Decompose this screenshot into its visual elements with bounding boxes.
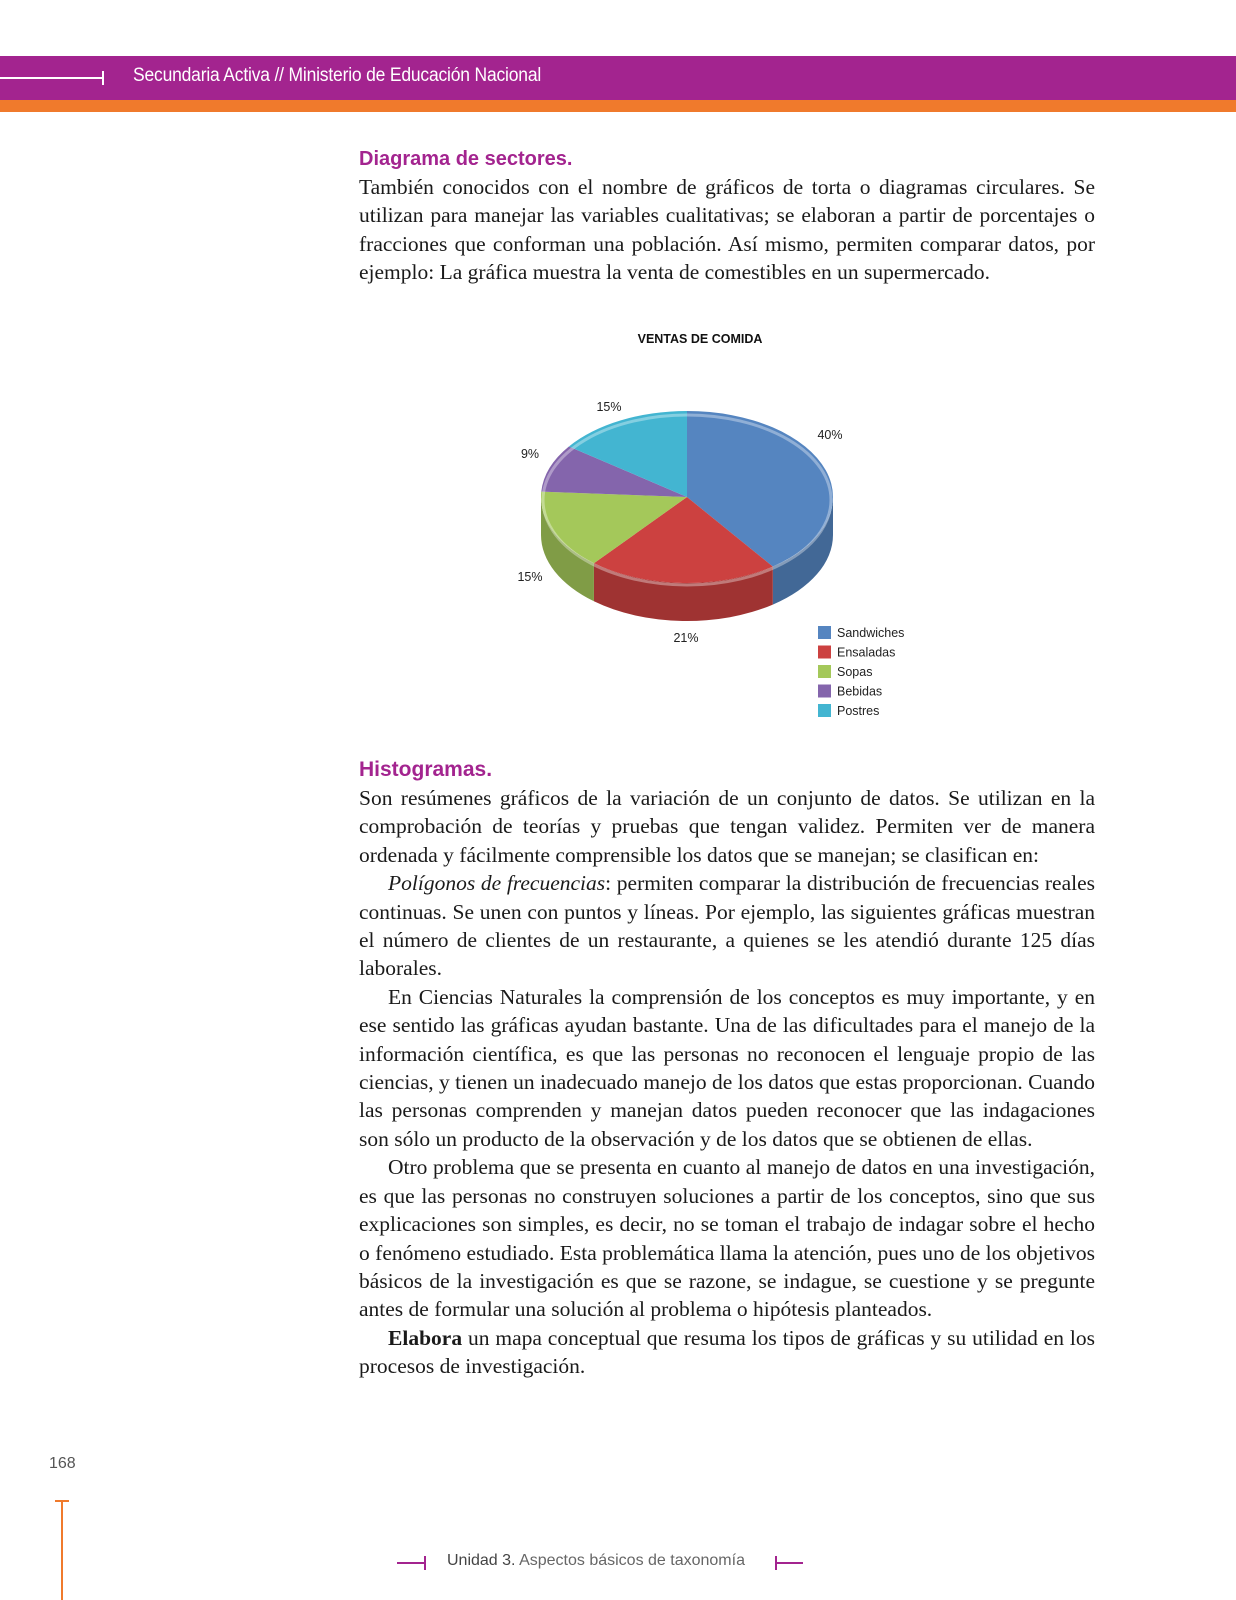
header-title: Secundaria Activa // Ministerio de Educación Nacional <box>133 65 542 86</box>
header-accent-stripe <box>0 100 1236 112</box>
paragraph-poligonos <box>359 869 1095 983</box>
paragraph-poligonos-text: : permiten comparar la distribución de frecuencias reales continuas. Se unen con puntos y líneas. Por ejemplo, las siguientes gráficas muestran el número de clientes de un restaurante, a quienes se les atendió durante 125 días laborales. <box>359 871 1095 981</box>
section-title-sectores: Diagrama de sectores. <box>359 148 573 170</box>
paragraph-histogramas-3: En Ciencias Naturales la comprensión de los conceptos es muy importante, y en ese sentido las gráficas ayudan bastante. Una de las dificultades para el manejo de la información científica, es que las personas no reconocen el lenguaje propio de las ciencias, y tienen un inadecuado manejo de los datos que estas proporcionan. Cuando las personas comprenden y manejan datos pueden reconocer que las indagaciones son sólo un producto de la observación y de los datos que se obtienen de ellas. <box>359 984 1095 1151</box>
header-decor-line <box>0 77 104 79</box>
legend-swatch-sandwiches <box>818 626 831 639</box>
paragraph-elabora-text: un mapa conceptual que resuma los tipos de gráficas y su utilidad en los procesos de investigación. <box>359 1325 1095 1379</box>
legend-label-sandwiches: Sandwiches <box>837 626 905 640</box>
legend-label-bebidas: Bebidas <box>837 684 883 699</box>
legend-label-postres: Postres <box>837 704 880 718</box>
data-label-ensaladas: 21% <box>673 631 699 645</box>
footer-bar-right-tick <box>775 1556 777 1570</box>
data-label-sopas: 15% <box>517 570 543 584</box>
data-label-sandwiches: 40% <box>817 428 843 442</box>
section-sectores <box>359 148 1095 287</box>
term-elabora: Elabora <box>388 1325 463 1350</box>
data-label-postres: 15% <box>596 400 622 414</box>
footer-unit: Unidad 3. <box>447 1552 516 1569</box>
paragraph-sectores: También conocidos con el nombre de gráficos de torta o diagramas circulares. Se utilizan para manejar las variables cualitativas; se elaboran a partir de porcentajes o fracciones que conforman una población. Así mismo, permiten comparar datos, por ejemplo: La gráfica muestra la venta de comestibles en un supermercado. <box>359 175 1095 285</box>
footer-bar-right <box>775 1562 803 1564</box>
legend-swatch-bebidas <box>818 685 831 698</box>
header-bar <box>0 56 1236 100</box>
term-poligonos: Polígonos de frecuencias <box>388 871 606 896</box>
legend-label-ensaladas: Ensaladas <box>837 645 896 660</box>
paragraph-elabora <box>359 1324 1095 1381</box>
pie-chart <box>510 330 930 730</box>
page-number: 168 <box>49 1455 76 1472</box>
header-decor-tick <box>102 71 104 85</box>
legend-swatch-postres <box>818 704 831 717</box>
data-label-bebidas: 9% <box>520 447 540 461</box>
footer <box>397 1550 847 1574</box>
legend-swatch-ensaladas <box>818 646 831 659</box>
chart-title: VENTAS DE COMIDA <box>637 332 763 346</box>
pie-chart-svg <box>510 330 930 730</box>
footer-decor-line <box>61 1500 63 1600</box>
footer-bar-left <box>397 1562 425 1564</box>
footer-unit-title: Aspectos básicos de taxonomía <box>515 1552 745 1569</box>
legend-label-sopas: Sopas <box>837 665 873 679</box>
paragraph-histogramas-4: Otro problema que se presenta en cuanto al manejo de datos en una investigación, es que las personas no construyen soluciones a partir de los conceptos, sino que sus explicaciones son simples, es decir, no se toman el trabajo de indagar sobre el hecho o fenómeno estudiado. Esta problemática llama la atención, pues uno de los objetivos básicos de la investigación es que se razone, se indague, se cuestione y se pregunte antes de formular una solución al problema o hipótesis planteados. <box>359 1155 1095 1322</box>
legend-swatch-sopas <box>818 665 831 678</box>
section-histogramas <box>359 758 1095 1381</box>
footer-text <box>447 1552 745 1570</box>
section-title-histogramas: Histogramas. <box>359 758 493 781</box>
paragraph-histogramas-1: Son resúmenes gráficos de la variación de un conjunto de datos. Se utilizan en la comprobación de teorías y pruebas que tengan validez. Permiten ver de manera ordenada y fácilmente comprensible los datos que se manejan; se clasifican en: <box>359 786 1095 867</box>
footer-bar-left-tick <box>424 1556 426 1570</box>
